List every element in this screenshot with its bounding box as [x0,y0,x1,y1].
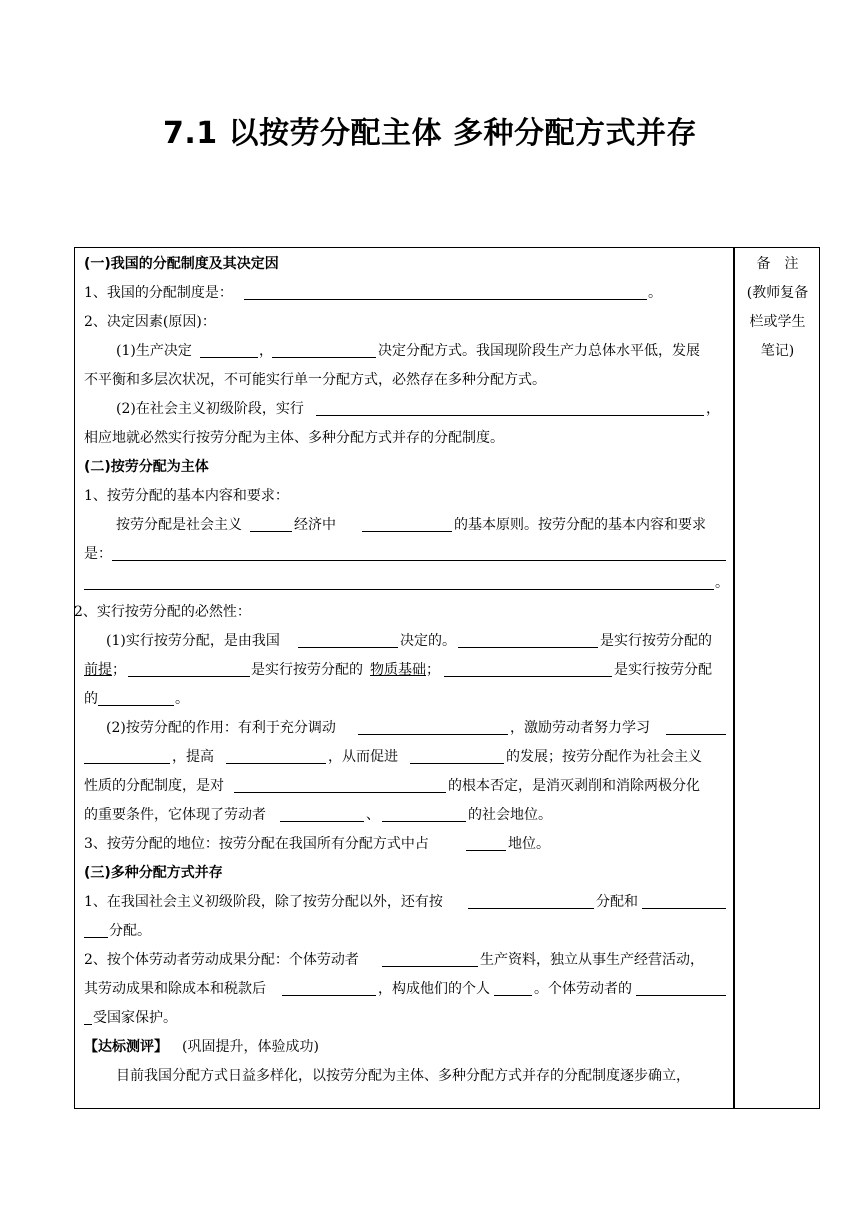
s2-q3-text: 3、按劳分配的地位：按劳分配在我国所有分配方式中占 [84,836,429,852]
s1-p1-comma: ， [259,343,273,359]
section-1-heading: (一)我国的分配制度及其决定因 [84,256,279,272]
notes-label: 备 注 [756,256,799,272]
s2-q3-text-2: 地位。 [508,836,550,852]
s2-q2-text: 2、实行按劳分配的必然性： [74,604,251,620]
s2-n-term-premise: 前提 [84,662,112,678]
column-divider [733,247,735,1109]
s3-q2-text-4: ，构成他们的个人 [378,981,490,997]
s2-r-text-8: 的重要条件，它体现了劳动者 [84,807,266,823]
s2-r-text-7: 的根本否定，是消灭剥削和消除两极分化 [448,778,700,794]
s1-p2-text: (2)在社会主义初级阶段，实行 [116,401,304,417]
notes-sub-3: 笔记) [760,343,795,359]
s1-p2-comma: ， [706,401,720,417]
fill-blank[interactable] [226,763,326,764]
s1-p1-text: (1)生产决定 [116,343,192,359]
fill-blank[interactable] [244,299,647,300]
s2-n-end: 。 [175,691,189,707]
s2-r-text-4: ，从而促进 [328,749,398,765]
s1-p1-text-3: 不平衡和多层次状况，不可能实行单一分配方式，必然存在多种分配方式。 [84,372,546,388]
s1-q2-text: 2、决定因素(原因)： [84,314,216,330]
s2-n-text: (1)实行按劳分配，是由我国 [106,633,280,649]
s2-n-text-6: 的 [84,691,98,707]
eval-label: 【达标测评】 [84,1039,168,1055]
fill-blank[interactable] [250,531,292,532]
eval-text: 目前我国分配方式日益多样化，以按劳分配为主体、多种分配方式并存的分配制度逐步确立， [116,1068,690,1084]
fill-blank[interactable] [84,763,170,764]
eval-note: (巩固提升，体验成功) [182,1039,319,1055]
fill-blank[interactable] [410,763,504,764]
fill-blank[interactable] [98,705,174,706]
worksheet-content [74,250,729,1091]
fill-blank[interactable] [468,908,594,909]
fill-blank[interactable] [282,995,376,996]
fill-blank[interactable] [316,415,704,416]
fill-blank[interactable] [458,647,598,648]
s2-c-text: 按劳分配是社会主义 [116,517,242,533]
s1-q1-text: 1、我国的分配制度是： [84,285,233,301]
notes-column [735,250,820,366]
s2-n-text-3: 是实行按劳分配的 [600,633,712,649]
notes-sub-1: (教师复备 [746,285,809,301]
s2-r-sep: 、 [366,807,380,823]
s2-n-term-basis: 物质基础 [370,662,426,678]
s3-q2-text: 2、按个体劳动者劳动成果分配：个体劳动者 [84,952,359,968]
s2-r-text-6: 性质的分配制度，是对 [84,778,224,794]
s2-c-text-3: 的基本原则。按劳分配的基本内容和要求 [454,517,706,533]
s1-p1-text-2: 决定分配方式。我国现阶段生产力总体水平低，发展 [378,343,700,359]
s2-q1-text: 1、按劳分配的基本内容和要求： [84,488,289,504]
fill-blank[interactable] [382,821,466,822]
s3-q1-text-3: 分配。 [109,923,151,939]
fill-blank[interactable] [84,1024,92,1025]
fill-blank[interactable] [494,995,532,996]
fill-blank[interactable] [272,357,376,358]
s2-r-text-3: ，提高 [172,749,214,765]
s3-q2-text-6: 受国家保护。 [93,1010,177,1026]
s3-q2-text-5: 。个体劳动者的 [534,981,632,997]
fill-blank[interactable] [112,560,726,561]
page-title: 7.1 以按劳分配主体 多种分配方式并存 [162,116,698,151]
fill-blank[interactable] [84,937,108,938]
s2-c-text-4: 是： [84,546,112,562]
section-2-heading: (二)按劳分配为主体 [84,459,209,475]
s3-q1-text-2: 分配和 [596,894,638,910]
s3-q1-text: 1、在我国社会主义初级阶段，除了按劳分配以外，还有按 [84,894,443,910]
fill-blank[interactable] [234,792,446,793]
s2-c-text-2: 经济中 [294,517,336,533]
fill-blank[interactable] [636,995,726,996]
section-3-heading: (三)多种分配方式并存 [84,865,223,881]
fill-blank[interactable] [128,676,250,677]
s3-q2-text-2: 生产资料，独立从事生产经营活动， [480,952,704,968]
fill-blank[interactable] [666,734,726,735]
s2-n-semicolon-2: ； [426,662,440,678]
s2-r-text-9: 的社会地位。 [468,807,552,823]
s2-c-end: 。 [715,575,729,591]
fill-blank[interactable] [358,734,508,735]
fill-blank[interactable] [280,821,364,822]
fill-blank[interactable] [382,966,478,967]
s2-n-text-4: 是实行按劳分配的 [251,662,363,678]
s2-r-text-2: ，激励劳动者努力学习 [510,720,650,736]
s2-n-text-5: 是实行按劳分配 [614,662,712,678]
fill-blank[interactable] [466,850,506,851]
s1-q1-end: 。 [648,285,662,301]
fill-blank[interactable] [444,676,612,677]
fill-blank[interactable] [84,589,714,590]
s3-q2-text-3: 其劳动成果和除成本和税款后 [84,981,266,997]
fill-blank[interactable] [362,531,452,532]
s2-n-text-2: 决定的。 [400,633,456,649]
fill-blank[interactable] [642,908,726,909]
s2-n-semicolon: ； [112,662,126,678]
s2-r-text: (2)按劳分配的作用：有利于充分调动 [106,720,336,736]
s2-r-text-5: 的发展；按劳分配作为社会主义 [506,749,702,765]
fill-blank[interactable] [298,647,398,648]
fill-blank[interactable] [200,357,258,358]
s1-p2-text-2: 相应地就必然实行按劳分配为主体、多种分配方式并存的分配制度。 [84,430,504,446]
notes-sub-2: 栏或学生 [749,314,806,330]
